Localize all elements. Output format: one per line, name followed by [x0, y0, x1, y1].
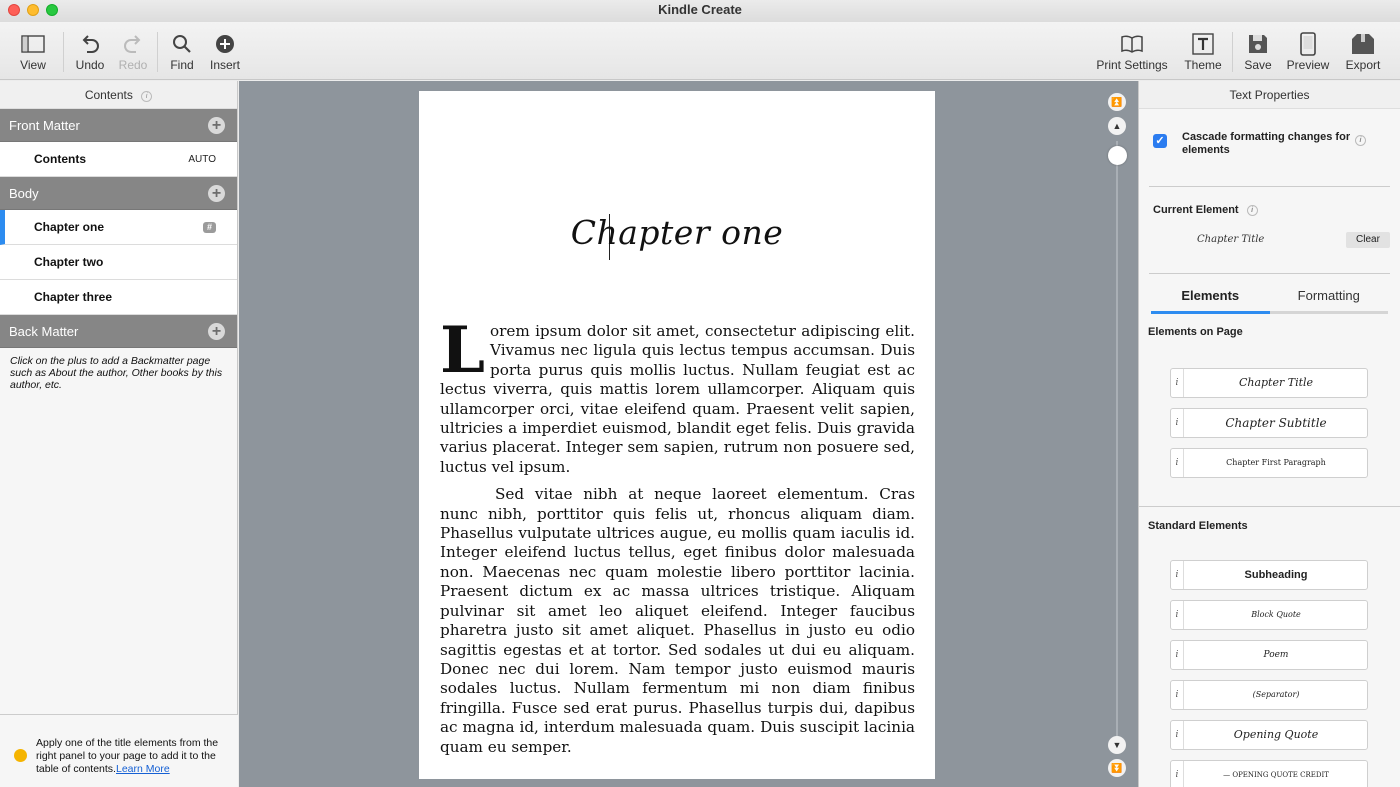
first-paragraph[interactable]: [440, 313, 915, 477]
current-element-label: [1139, 187, 1400, 216]
view-button[interactable]: [12, 22, 54, 80]
tab-elements[interactable]: Elements: [1151, 280, 1270, 314]
save-button[interactable]: [1240, 22, 1276, 80]
toolbar-separator: [63, 32, 64, 72]
drop-cap: L: [440, 313, 485, 388]
divider: [1139, 506, 1400, 507]
undo-button[interactable]: [72, 22, 108, 80]
scroll-to-top-icon[interactable]: ⏫: [1108, 93, 1126, 111]
element-block-quote[interactable]: [1170, 600, 1368, 630]
learn-more-link[interactable]: Learn More: [115, 763, 170, 775]
cascade-label: Cascade formatting changes for elements: [1182, 131, 1351, 156]
save-icon: [1246, 32, 1270, 56]
elements-on-page-title: Elements on Page: [1148, 326, 1243, 338]
view-icon: [20, 32, 46, 56]
element-chapter-subtitle[interactable]: [1170, 408, 1368, 438]
theme-label: Theme: [1184, 58, 1222, 72]
element-subheading[interactable]: [1170, 560, 1368, 590]
info-icon[interactable]: i: [141, 91, 152, 102]
book-page[interactable]: [419, 91, 935, 779]
scroll-down-icon[interactable]: ▼: [1108, 736, 1126, 754]
first-paragraph-text: orem ipsum dolor sit amet, consectetur adipiscing elit. Vivamus nec ligula quis lectus tempus accumsan. Duis porta purus quis mollis luctus. Nullam feugiat est ac lectus viverra, quis mattis lorem ullamcorper. Aliquam quis ullamcorper orci, vitae eleifend quam. Praesent velit sapien, ultricies a imperdiet euismod, blandit eget felis. Duis gravida varius placerat. Integer sem sapien, rutrum non posuere sed, luctus vel ipsum.: [440, 322, 915, 476]
find-button[interactable]: [166, 22, 198, 80]
preview-label: Preview: [1286, 58, 1330, 72]
element-chapter-title[interactable]: [1170, 368, 1368, 398]
clear-button[interactable]: Clear: [1346, 232, 1390, 248]
editor-canvas: [239, 81, 1138, 787]
sidebar-item-contents[interactable]: [0, 142, 237, 177]
cascade-option: [1149, 109, 1390, 187]
paragraph[interactable]: Sed vitae nibh at neque laoreet elementum. Cras nunc nibh, porttitor quis felis ut, rhoncus aliquam diam. Phasellus vulputate ultrices augue, eu mollis quam iaculis id. Integer eleifend luctus tellus, eget finibus dolor malesuada non. Maecenas nec quam molestie libero porttitor lacinia. Praesent dictum ex ac massa ultrices tristique. Aliquam pulvinar sit amet leo aliquet eleifend. Integer faucibus pharetra justo sit amet aliquet. Phasellus in justo eu odio sagittis egestas et at tortor. Sed sodales ut dui eu aliquam. Donec nec dui lorem. Nam tempor justo euismod mauris sodales luctus. Nullam fermentum mi non diam finibus fringilla. Fusce sed erat purus. Phasellus turpis dui, dapibus ac magna id, interdum malesuada quam. Duis suscipit lacinia quam eu semper.: [440, 485, 915, 756]
print-settings-button[interactable]: [1093, 22, 1171, 80]
save-label: Save: [1244, 58, 1272, 72]
sidebar-item-chapter-two[interactable]: [0, 245, 237, 280]
element-opening-quote-credit[interactable]: [1170, 760, 1368, 787]
package-icon: [1350, 32, 1376, 56]
sidebar-item-label: Contents: [34, 152, 86, 166]
sidebar-item-label: Chapter one: [34, 220, 105, 234]
theme-button[interactable]: [1182, 22, 1224, 80]
toolbar: [0, 22, 1400, 80]
sidebar-item-chapter-three[interactable]: [0, 280, 237, 315]
cascade-checkbox[interactable]: ✓: [1153, 134, 1167, 148]
element-chapter-first-paragraph[interactable]: [1170, 448, 1368, 478]
element-label: Block Quote: [1251, 610, 1301, 619]
body-section[interactable]: [0, 177, 237, 210]
element-label: Chapter Title: [1238, 376, 1314, 389]
element-label: (Separator): [1252, 690, 1300, 699]
toc-tip: [0, 714, 238, 787]
insert-label: Insert: [209, 58, 240, 72]
text-t-icon: [1191, 32, 1215, 56]
minimize-window-button[interactable]: [27, 4, 39, 16]
toc-tip-text: Apply one of the title elements from the right panel to your page to add it to the table of contents.: [36, 737, 219, 775]
element-label: Subheading: [1244, 569, 1308, 581]
tab-formatting[interactable]: Formatting: [1270, 280, 1389, 314]
redo-button[interactable]: [116, 22, 150, 80]
find-label: Find: [170, 58, 194, 72]
zoom-window-button[interactable]: [46, 4, 58, 16]
info-icon[interactable]: i: [1171, 369, 1184, 397]
undo-label: Undo: [75, 58, 105, 72]
add-front-matter-button[interactable]: +: [208, 117, 225, 134]
scroll-thumb[interactable]: [1108, 146, 1127, 165]
contents-title: Contents: [84, 88, 133, 102]
body-label: Body: [9, 186, 39, 201]
chapter-body[interactable]: [440, 313, 915, 757]
sidebar-item-label: Chapter two: [34, 255, 104, 269]
info-icon[interactable]: i: [1171, 561, 1184, 589]
info-icon[interactable]: i: [1171, 641, 1184, 669]
sidebar-item-label: Chapter three: [34, 290, 113, 304]
standard-elements-title: Standard Elements: [1148, 520, 1248, 532]
auto-badge: AUTO: [188, 154, 216, 165]
add-back-matter-button[interactable]: +: [208, 323, 225, 340]
window-title: Kindle Create: [658, 2, 742, 17]
element-label: Chapter First Paragraph: [1226, 458, 1326, 467]
element-poem[interactable]: [1170, 640, 1368, 670]
title-bar: [0, 0, 1400, 22]
info-icon[interactable]: i: [1171, 761, 1184, 787]
contents-header: [0, 81, 237, 109]
close-window-button[interactable]: [8, 4, 20, 16]
lightbulb-icon: [14, 749, 27, 762]
front-matter-label: Front Matter: [9, 118, 80, 133]
info-icon[interactable]: i: [1171, 721, 1184, 749]
book-icon: [1119, 32, 1145, 56]
sidebar-item-chapter-one[interactable]: [0, 210, 237, 245]
element-opening-quote[interactable]: [1170, 720, 1368, 750]
back-matter-label: Back Matter: [9, 324, 79, 339]
insert-button[interactable]: [206, 22, 244, 80]
text-properties-panel: [1138, 81, 1400, 787]
hash-icon: #: [203, 222, 216, 233]
current-element-title: Current Element: [1153, 204, 1239, 216]
back-matter-hint: Click on the plus to add a Backmatter page such as About the author, Other books by this author, etc.: [10, 355, 223, 391]
properties-tabs: [1151, 280, 1388, 314]
info-icon[interactable]: i: [1171, 601, 1184, 629]
undo-icon: [78, 32, 102, 56]
contents-panel: [0, 81, 238, 787]
toolbar-separator: [157, 32, 158, 72]
info-icon[interactable]: i: [1171, 409, 1184, 437]
element-label: Chapter Subtitle: [1225, 416, 1327, 430]
info-icon[interactable]: i: [1171, 681, 1184, 709]
element-label: Opening Quote: [1233, 728, 1319, 741]
page-scroll-track[interactable]: [1116, 141, 1118, 741]
front-matter-section[interactable]: [0, 109, 237, 142]
add-body-button[interactable]: +: [208, 185, 225, 202]
device-icon: [1296, 32, 1320, 56]
export-button[interactable]: [1340, 22, 1386, 80]
element-label: Poem: [1263, 650, 1289, 660]
plus-circle-icon: [213, 32, 237, 56]
info-icon[interactable]: i: [1247, 205, 1258, 216]
toolbar-separator: [1232, 32, 1233, 72]
scroll-up-icon[interactable]: ▲: [1108, 117, 1126, 135]
element-label: — OPENING QUOTE CREDIT: [1223, 771, 1329, 779]
info-icon[interactable]: i: [1355, 135, 1366, 146]
preview-button[interactable]: [1284, 22, 1332, 80]
redo-label: Redo: [118, 58, 148, 72]
view-label: View: [20, 58, 46, 72]
current-element-value: Chapter Title: [1197, 234, 1265, 245]
text-properties-header: Text Properties: [1139, 81, 1400, 109]
redo-icon: [121, 32, 145, 56]
print-settings-label: Print Settings: [1096, 58, 1168, 72]
info-icon[interactable]: i: [1171, 449, 1184, 477]
chapter-title[interactable]: Chapter one: [570, 213, 784, 252]
current-element-row: [1149, 216, 1390, 274]
scroll-to-bottom-icon[interactable]: ⏬: [1108, 759, 1126, 777]
back-matter-section[interactable]: [0, 315, 237, 348]
element-separator[interactable]: [1170, 680, 1368, 710]
export-label: Export: [1345, 58, 1381, 72]
search-icon: [170, 32, 194, 56]
